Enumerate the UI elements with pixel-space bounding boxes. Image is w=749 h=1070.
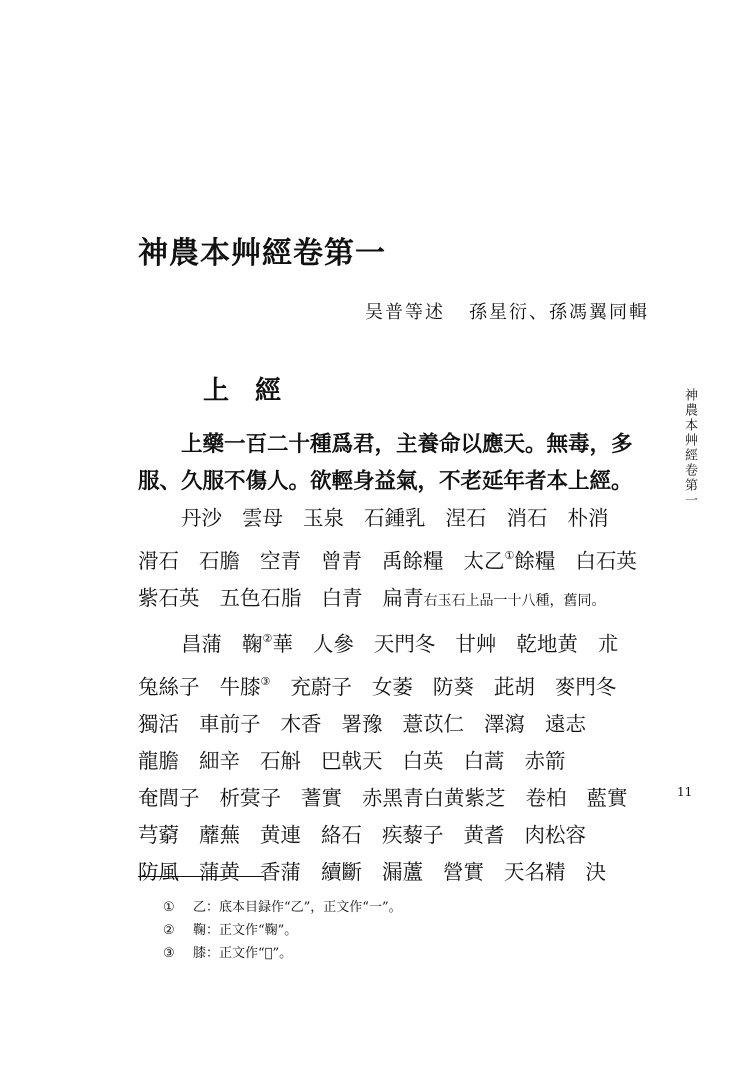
herb-name: 巴戟天 [321,749,383,773]
author-compilers: 孫星衍、孫馮翼同輯 [469,302,649,323]
herb-name: 獨活 [138,712,179,736]
herb-name: 天名精 [504,860,566,884]
herb-name: 石斛 [260,749,301,773]
herb-name: 肉松容 [524,823,586,847]
section-heading: 上經 [203,376,308,406]
herb-name: 龍膽 [138,749,179,773]
herb-name: 昌蒲 [181,632,222,656]
footnote-mark: ① [163,900,175,915]
herb-name: 滑石 [138,549,179,573]
herb-group-jade-stone [138,500,658,620]
herb-name: 禹餘糧 [382,549,444,573]
herb-name: 天門冬 [373,632,436,656]
herb-name: 兔絲子 [138,675,200,699]
footnote-marker: ① [504,549,515,562]
herb-name: 空青 [260,549,301,573]
herb-name: 鞠②華 [242,632,293,656]
herb-name: 太乙①餘糧 [463,549,556,573]
herb-name: 茈胡 [493,675,535,699]
herb-name: 續斷 [321,860,362,884]
herb-name: 朮 [597,632,619,656]
footnote-item [163,919,402,942]
herb-name: 白蒿 [463,749,505,773]
herb-name: 女萎 [371,675,413,699]
herb-name: 決 [585,860,606,884]
herb-name: 石膽 [199,549,240,573]
footnote-text: 膝：正文作“𦵔”。 [193,946,293,961]
herb-name: 充蔚子 [290,675,352,699]
footnote-item [163,942,402,965]
herb-name: 車前子 [199,712,261,736]
herb-name: 細辛 [199,749,240,773]
herb-name: 消石 [506,506,548,530]
herb-name: 甘艸 [455,632,497,656]
herb-name: 乾地黄 [516,632,578,656]
herb-name: 防風 [138,860,179,884]
herb-name: 奄閭子 [138,786,200,810]
footnote-divider [138,876,264,877]
footnote-text: 乙：底本目録作“乙”，正文作“一”。 [193,900,402,915]
footnote-list [163,896,402,965]
herb-name: 白英 [402,749,444,773]
herb-name: 牛膝③ [219,675,271,699]
herb-name: 白青 [321,586,363,610]
herb-name: 營實 [443,860,484,884]
footnote-item [163,896,402,919]
herb-name: 人參 [312,632,354,656]
footnote-marker: ② [262,632,273,645]
herb-name: 遠志 [545,712,586,736]
herb-name: 紫石英 [138,586,200,610]
herb-name: 芎藭 [138,823,179,847]
herb-name: 漏蘆 [382,860,423,884]
herb-name: 黄耆 [463,823,505,847]
herb-name: 丹沙 [181,506,222,530]
herb-group-plants [138,620,658,891]
herb-name: 蘼蕪 [199,823,240,847]
herb-name: 朴消 [567,506,609,530]
herb-name: 澤瀉 [484,712,525,736]
side-running-head: 神農本艸經卷第一 [682,388,697,508]
herb-name: 薏苡仁 [402,712,464,736]
herb-name: 防葵 [432,675,474,699]
herb-name: 石鍾乳 [364,506,426,530]
herb-name: 五色石脂 [219,586,302,610]
herb-name: 絡石 [321,823,362,847]
herb-name: 涅石 [445,506,487,530]
footnote-mark: ③ [163,946,175,961]
herb-name: 藍實 [586,786,628,810]
herb-name: 曾青 [321,549,362,573]
category-note: 右玉石上品一十八種，舊同。 [423,593,606,609]
herb-name: 赤黑青白黄紫芝 [362,786,506,810]
footnote-marker: ③ [260,675,271,688]
herb-name: 玉泉 [303,506,344,530]
author-primary: 吴普等述 [365,302,445,323]
herb-name: 卷柏 [525,786,567,810]
author-line [365,298,649,324]
herb-name: 蓍實 [301,786,342,810]
herb-list [138,500,658,891]
footnote-text: 鞠：正文作“鞠”。 [193,923,298,938]
herb-name: 析蓂子 [219,786,281,810]
herb-name: 蒲黄 [199,860,240,884]
herb-name: 香蒲 [260,860,301,884]
chapter-title: 神農本艸經卷第一 [138,236,386,271]
footnote-mark: ② [163,923,175,938]
herb-name: 麥門冬 [554,675,617,699]
herb-name: 扁青右玉石上品一十八種，舊同。 [382,586,606,610]
page-number: 11 [677,785,693,799]
herb-name: 黄連 [260,823,301,847]
herb-name: 署豫 [341,712,383,736]
intro-paragraph: 上藥一百二十種爲君，主養命以應天。無毒，多服、久服不傷人。欲輕身益氣，不老延年者本上經。 [138,432,633,494]
herb-name: 赤箭 [524,749,566,773]
herb-name: 白石英 [575,549,637,573]
herb-name: 疾藜子 [382,823,444,847]
herb-name: 木香 [280,712,322,736]
herb-name: 雲母 [242,506,283,530]
